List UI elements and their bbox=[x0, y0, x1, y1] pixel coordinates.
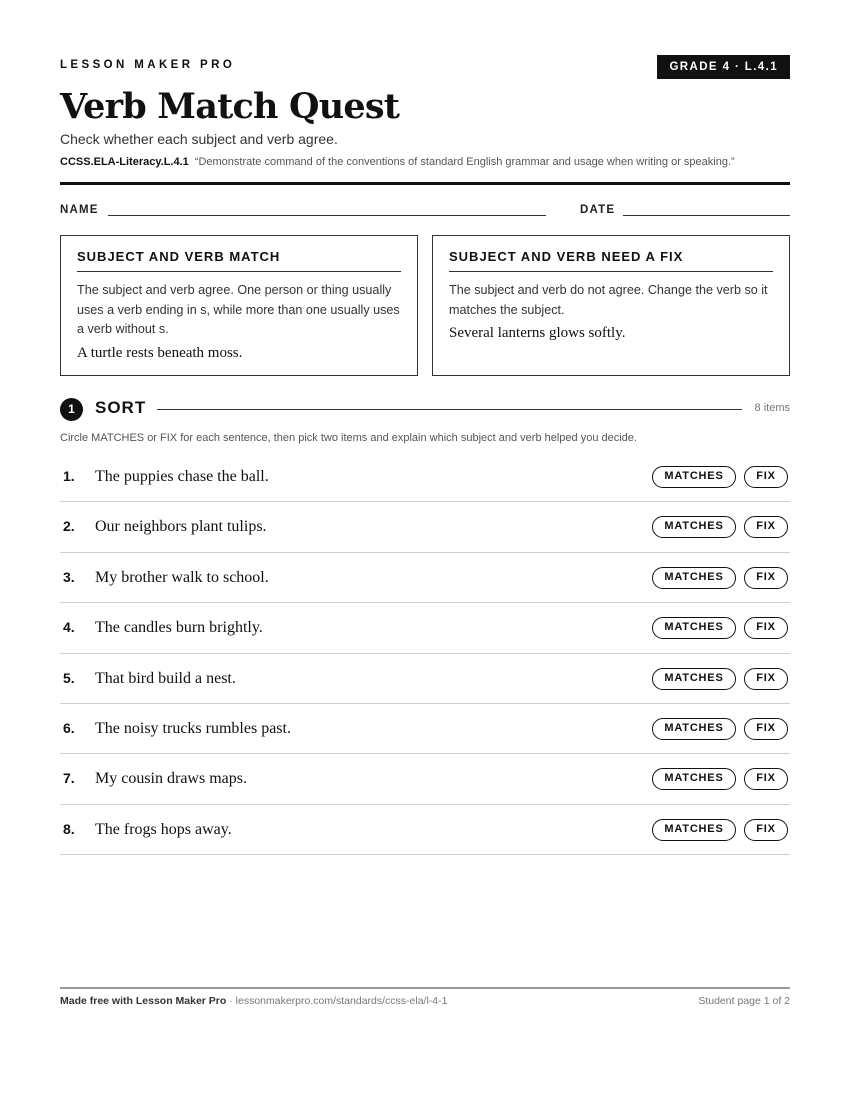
name-label: NAME bbox=[60, 204, 99, 216]
fix-option[interactable]: FIX bbox=[744, 819, 788, 841]
fix-option[interactable]: FIX bbox=[744, 567, 788, 589]
item-number: 4. bbox=[63, 619, 75, 636]
sort-item-list bbox=[60, 452, 790, 855]
section-instructions: Circle MATCHES or FIX for each sentence, then pick two items and explain which subject and verb helped you decide. bbox=[60, 432, 637, 444]
box-description: The subject and verb agree. One person or thing usually uses a verb ending in s, while more than one usually uses a verb without s. bbox=[77, 283, 400, 336]
item-sentence: My cousin draws maps. bbox=[95, 770, 247, 788]
worksheet-page bbox=[60, 0, 790, 1100]
box-description: The subject and verb do not agree. Change the verb so it matches the subject. bbox=[449, 283, 768, 317]
fix-option[interactable]: FIX bbox=[744, 466, 788, 488]
matches-option[interactable]: MATCHES bbox=[652, 768, 736, 790]
date-field[interactable] bbox=[623, 215, 790, 216]
box-example: A turtle rests beneath moss. bbox=[77, 344, 243, 361]
box-heading: SUBJECT AND VERB MATCH bbox=[77, 249, 401, 272]
fix-option[interactable]: FIX bbox=[744, 768, 788, 790]
matches-option[interactable]: MATCHES bbox=[652, 668, 736, 690]
item-sentence: My brother walk to school. bbox=[95, 568, 269, 586]
standard-code: CCSS.ELA-Literacy.L.4.1 bbox=[60, 156, 189, 168]
sort-item bbox=[60, 452, 790, 502]
page-title: Verb Match Quest bbox=[60, 86, 400, 127]
item-number: 3. bbox=[63, 568, 75, 585]
item-number: 6. bbox=[63, 719, 75, 736]
item-sentence: That bird build a nest. bbox=[95, 669, 236, 687]
footer-page-number: Student page 1 of 2 bbox=[698, 995, 790, 1007]
item-number: 7. bbox=[63, 770, 75, 787]
name-date-row bbox=[60, 204, 790, 220]
date-label: DATE bbox=[580, 204, 616, 216]
standard-text: “Demonstrate command of the conventions of standard English grammar and usage when writing or speaking.” bbox=[194, 156, 735, 168]
fix-option[interactable]: FIX bbox=[744, 617, 788, 639]
item-number: 1. bbox=[63, 468, 75, 484]
brand-name: LESSON MAKER PRO bbox=[60, 59, 236, 71]
sort-item bbox=[60, 754, 790, 804]
fix-option[interactable]: FIX bbox=[744, 516, 788, 538]
grade-badge: GRADE 4 · L.4.1 bbox=[657, 55, 790, 79]
item-count: 8 items bbox=[754, 402, 790, 414]
matches-option[interactable]: MATCHES bbox=[652, 718, 736, 740]
box-example: Several lanterns glows softly. bbox=[449, 325, 626, 341]
matches-option[interactable]: MATCHES bbox=[652, 567, 736, 589]
item-sentence: Our neighbors plant tulips. bbox=[95, 518, 267, 536]
sort-item bbox=[60, 805, 790, 855]
matches-option[interactable]: MATCHES bbox=[652, 617, 736, 639]
footer-url[interactable]: · lessonmakerpro.com/standards/ccss-ela/l-4-1 bbox=[226, 995, 448, 1007]
section-title: SORT bbox=[95, 398, 147, 417]
sort-item bbox=[60, 502, 790, 552]
step-number-badge: 1 bbox=[60, 398, 83, 421]
item-number: 5. bbox=[63, 669, 75, 686]
header-divider bbox=[60, 182, 790, 185]
section-rule bbox=[157, 409, 742, 410]
matches-option[interactable]: MATCHES bbox=[652, 819, 736, 841]
sort-item bbox=[60, 704, 790, 754]
footer-credit bbox=[60, 995, 447, 1007]
item-sentence: The candles burn brightly. bbox=[95, 619, 263, 637]
item-sentence: The puppies chase the ball. bbox=[95, 468, 269, 485]
item-number: 8. bbox=[63, 820, 75, 837]
fix-option[interactable]: FIX bbox=[744, 718, 788, 740]
match-definition-box bbox=[60, 235, 418, 376]
item-sentence: The frogs hops away. bbox=[95, 820, 232, 838]
item-sentence: The noisy trucks rumbles past. bbox=[95, 719, 291, 737]
footer-divider bbox=[60, 987, 790, 989]
sort-item bbox=[60, 603, 790, 653]
sort-item bbox=[60, 553, 790, 603]
box-heading: SUBJECT AND VERB NEED A FIX bbox=[449, 249, 773, 272]
fix-definition-box bbox=[432, 235, 790, 376]
matches-option[interactable]: MATCHES bbox=[652, 516, 736, 538]
sort-section-header bbox=[60, 397, 790, 421]
footer-made-with: Made free with Lesson Maker Pro bbox=[60, 995, 227, 1007]
item-number: 2. bbox=[63, 518, 75, 535]
sort-item bbox=[60, 654, 790, 704]
fix-option[interactable]: FIX bbox=[744, 668, 788, 690]
matches-option[interactable]: MATCHES bbox=[652, 466, 736, 488]
name-field[interactable] bbox=[108, 215, 546, 216]
page-subtitle: Check whether each subject and verb agree. bbox=[60, 131, 338, 147]
standard-line bbox=[60, 156, 735, 168]
